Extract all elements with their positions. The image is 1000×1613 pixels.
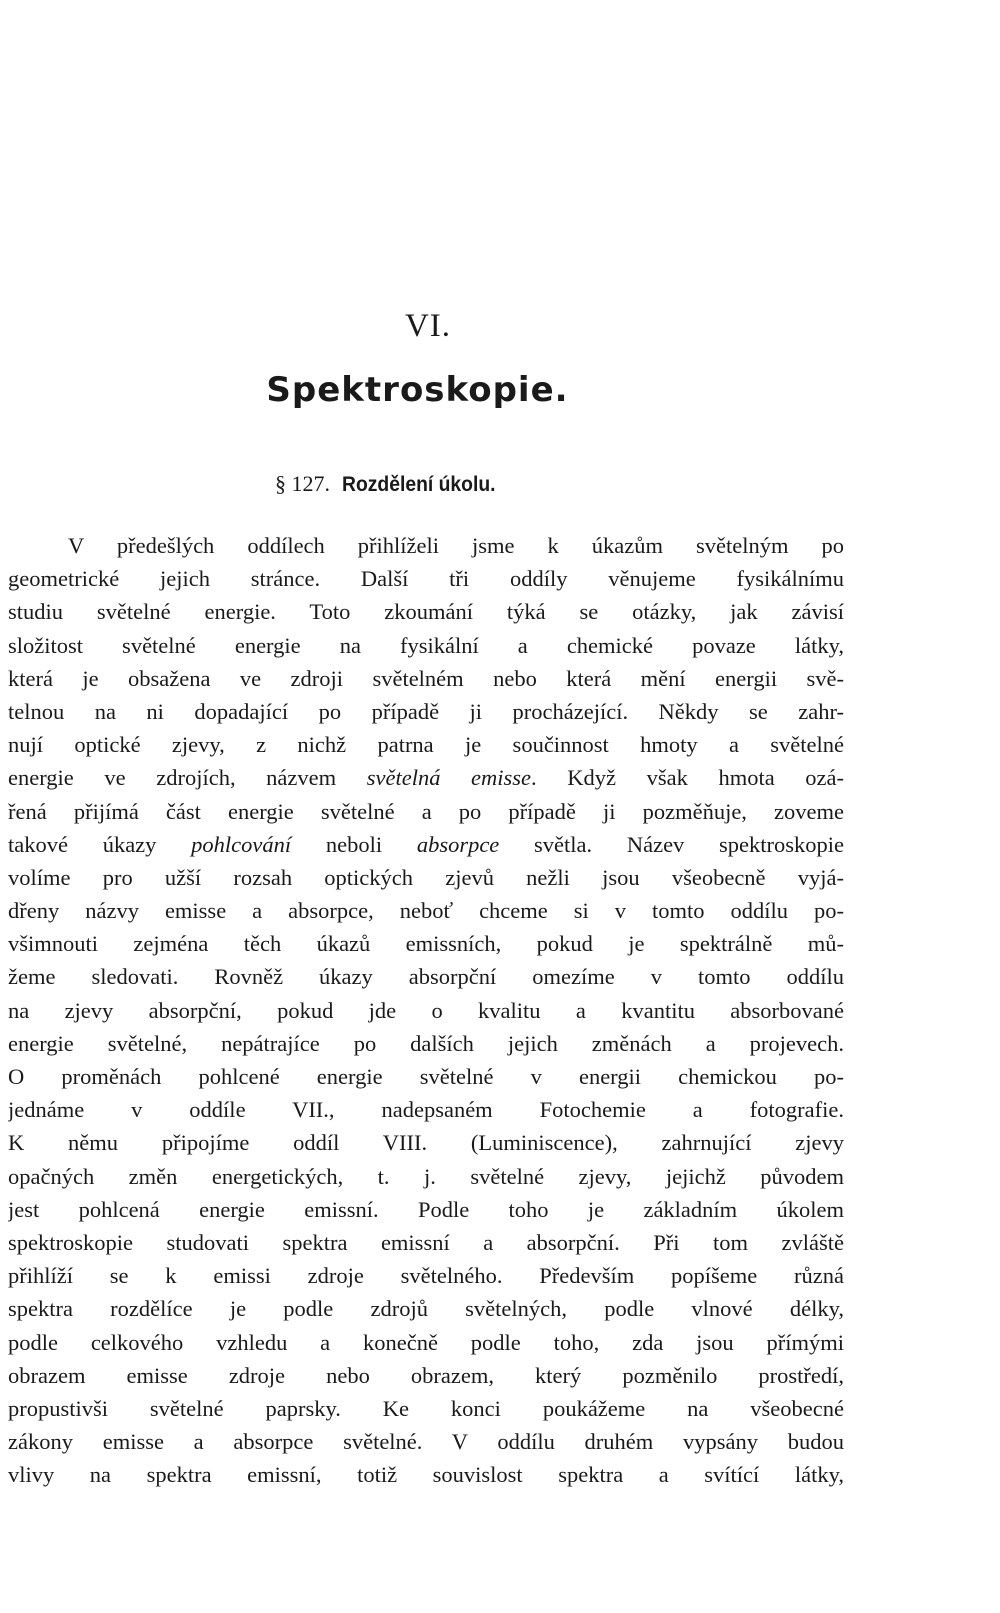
text-line <box>8 894 844 927</box>
text-line <box>8 994 844 1027</box>
text-run: všimnouti zejména těch úkazů emissních, pokud je spektrálně mů- <box>8 931 844 957</box>
text-line <box>8 1093 844 1126</box>
text-run: . Když však hmota ozá- <box>531 765 844 791</box>
text-line <box>8 761 844 794</box>
emphasized-term: pohlcování <box>191 831 292 857</box>
text-line <box>8 1160 844 1193</box>
text-line <box>8 1126 844 1159</box>
text-line <box>8 1060 844 1093</box>
text-line <box>8 1359 844 1392</box>
text-run: studiu světelné energie. Toto zkoumání týká se otázky, jak závisí <box>8 599 844 625</box>
text-run: V předešlých oddílech přihlíželi jsme k úkazům světelným po <box>68 533 844 558</box>
text-run: neboli <box>291 831 417 857</box>
text-line <box>8 927 844 960</box>
text-run: jest pohlcená energie emissní. Podle toho je základním úkolem <box>8 1196 844 1222</box>
text-line <box>8 861 844 894</box>
text-run: K němu připojíme oddíl VIII. (Luminiscence), zahrnující zjevy <box>8 1130 844 1156</box>
text-line <box>8 1392 844 1425</box>
section-title: Rozdělení úkolu. <box>342 473 496 496</box>
text-run: spektra rozdělíce je podle zdrojů světelných, podle vlnové délky, <box>8 1296 844 1322</box>
text-run: která je obsažena ve zdroji světelném nebo která mění energii svě- <box>8 665 844 691</box>
text-line <box>8 1425 844 1458</box>
body-paragraph <box>8 529 844 1491</box>
text-run: obrazem emisse zdroje nebo obrazem, který pozměnilo prostředí, <box>8 1362 844 1388</box>
section-heading <box>275 471 509 497</box>
text-line <box>8 562 844 595</box>
text-line <box>8 960 844 993</box>
text-run: opačných změn energetických, t. j. světelné zjevy, jejichž původem <box>8 1163 844 1189</box>
text-line <box>8 795 844 828</box>
text-run: nují optické zjevy, z nichž patrna je součinnost hmoty a světelné <box>8 732 844 758</box>
text-run: O proměnách pohlcené energie světelné v energii chemickou po- <box>8 1064 844 1089</box>
text-line <box>8 662 844 695</box>
text-line <box>8 728 844 761</box>
section-number: § 127. <box>275 471 330 496</box>
text-run: volíme pro užší rozsah optických zjevů nežli jsou všeobecně vyjá- <box>8 864 844 890</box>
chapter-title: Spektroskopie. <box>266 370 569 410</box>
text-line <box>8 595 844 628</box>
text-run: vlivy na spektra emissní, totiž souvislost spektra a svítící látky, <box>8 1462 844 1488</box>
emphasized-term: světelná emisse <box>366 765 532 791</box>
text-line <box>8 828 844 861</box>
text-run: energie ve zdrojích, názvem <box>8 765 367 791</box>
emphasized-term: absorpce <box>416 831 500 857</box>
text-run: propustivši světelné paprsky. Ke konci poukážeme na všeobecné <box>8 1395 844 1421</box>
text-run: světla. Název spektroskopie <box>499 831 844 857</box>
text-line <box>8 1458 844 1491</box>
text-run: na zjevy absorpční, pokud jde o kvalitu a kvantitu absorbované <box>8 997 844 1023</box>
text-run: žeme sledovati. Rovněž úkazy absorpční omezíme v tomto oddílu <box>8 964 844 990</box>
text-run: zákony emisse a absorpce světelné. V oddílu druhém vypsány budou <box>8 1429 844 1455</box>
text-line <box>8 1027 844 1060</box>
text-run: dřeny názvy emisse a absorpce, neboť chceme si v tomto oddílu po- <box>8 898 844 924</box>
text-line <box>8 695 844 728</box>
chapter-number: VI. <box>404 308 452 344</box>
text-line <box>8 1292 844 1325</box>
text-line <box>8 1226 844 1259</box>
text-run: telnou na ni dopadající po případě ji procházející. Někdy se zahr- <box>8 698 844 724</box>
text-run: složitost světelné energie na fysikální a chemické povaze látky, <box>8 632 844 658</box>
text-run: takové úkazy <box>8 831 192 857</box>
text-line <box>8 1193 844 1226</box>
text-line <box>8 1326 844 1359</box>
text-run: řená přijímá část energie světelné a po případě ji pozměňuje, zoveme <box>8 798 844 824</box>
text-run: podle celkového vzhledu a konečně podle toho, zda jsou přímými <box>8 1329 844 1355</box>
text-line <box>8 629 844 662</box>
text-run: jednáme v oddíle VII., nadepsaném Fotochemie a fotografie. <box>8 1097 844 1123</box>
text-run: spektroskopie studovati spektra emissní a absorpční. Při tom zvláště <box>8 1229 844 1255</box>
text-run: energie světelné, nepátrajíce po dalších jejich změnách a projevech. <box>8 1030 844 1056</box>
text-run: přihlíží se k emissi zdroje světelného. Především popíšeme různá <box>8 1263 844 1289</box>
text-line <box>8 1259 844 1292</box>
text-line <box>8 529 844 562</box>
text-run: geometrické jejich stránce. Další tři oddíly věnujeme fysikálnímu <box>8 566 844 592</box>
